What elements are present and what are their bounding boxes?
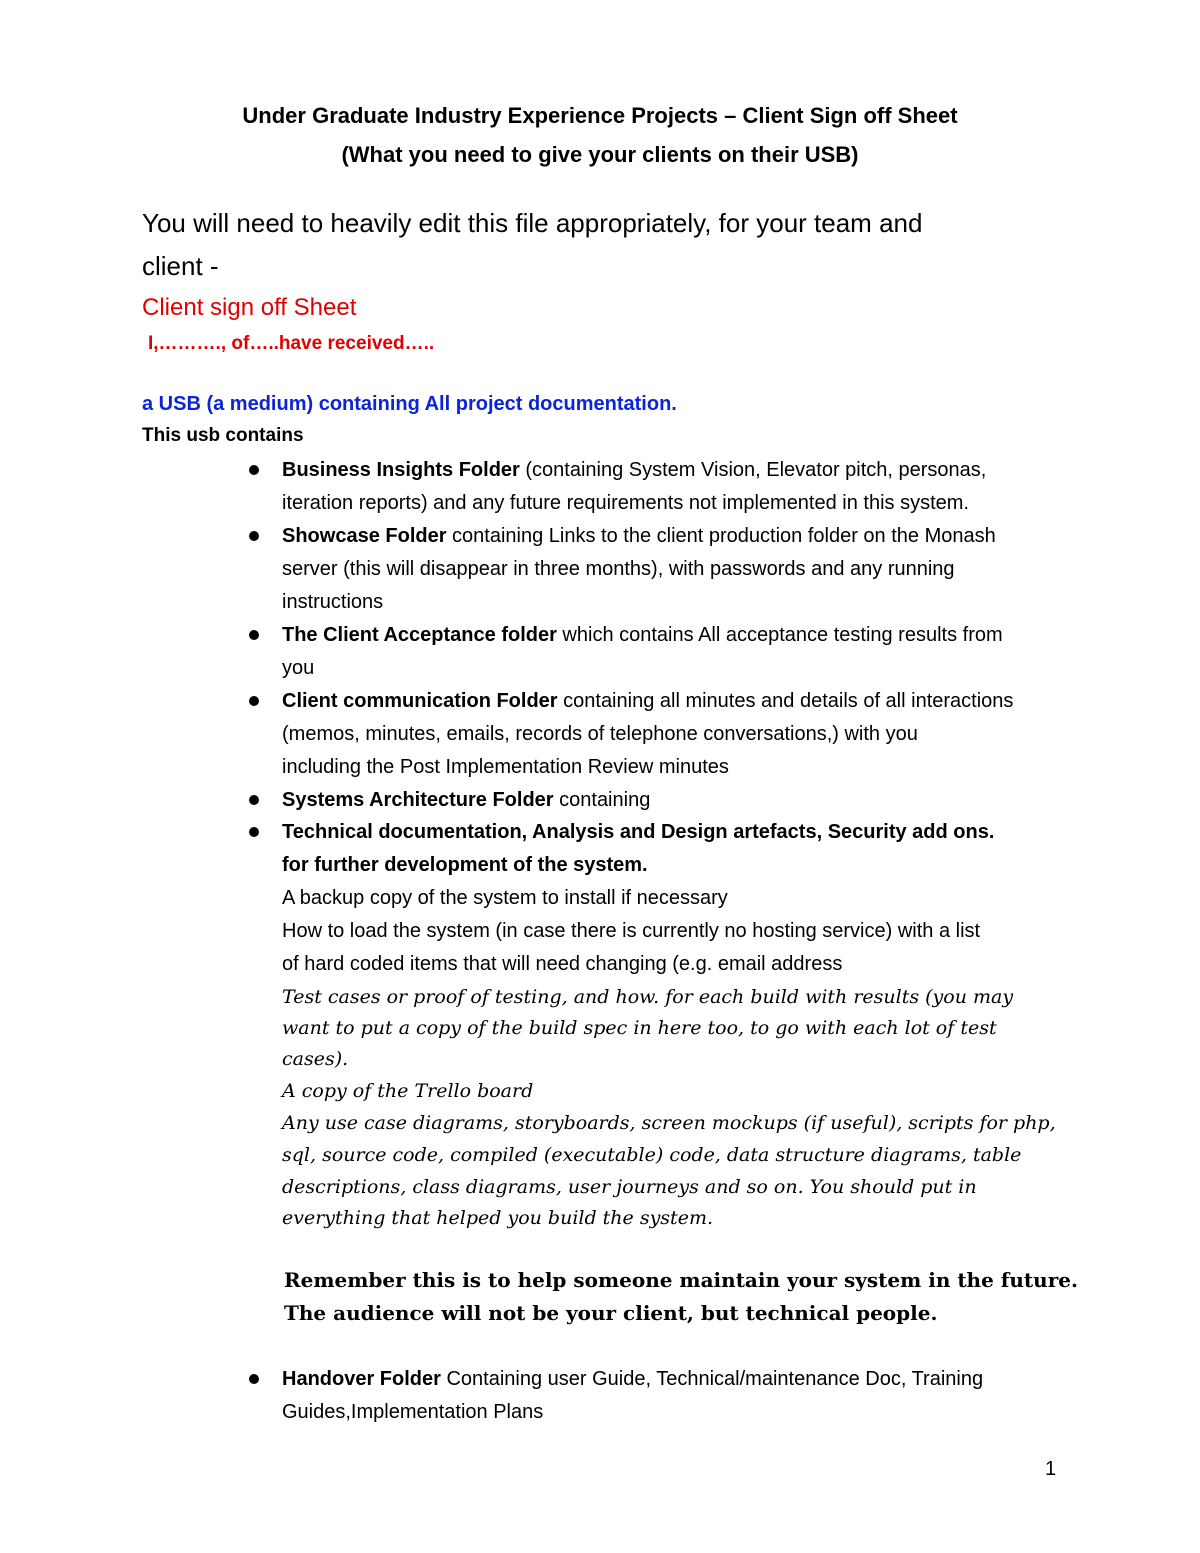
bullet-handover	[282, 1363, 983, 1396]
technical-line: of hard coded items that will need changing (e.g. email address	[282, 953, 843, 975]
bullet-continuation: (memos, minutes, emails, records of telephone conversations,) with you	[282, 723, 918, 745]
document-title: Under Graduate Industry Experience Projects – Client Sign off Sheet	[242, 103, 958, 128]
bullet-text: which contains All acceptance testing results from	[556, 624, 1003, 646]
technical-italic-line: want to put a copy of the build spec in here too, to go with each lot of test	[282, 1017, 997, 1039]
technical-italic-line: A copy of the Trello board	[282, 1080, 534, 1102]
bullet-icon	[249, 827, 259, 837]
remember-note-line-2: The audience will not be your client, but technical people.	[284, 1301, 938, 1325]
technical-purpose-line: for further development of the system.	[282, 854, 648, 876]
signoff-heading: Client sign off Sheet	[142, 294, 357, 321]
document-subtitle: (What you need to give your clients on their USB)	[341, 142, 859, 167]
usb-contains-label: This usb contains	[142, 425, 304, 446]
bullet-bold-label: Showcase Folder	[282, 525, 447, 547]
bullet-bold-label: Systems Architecture Folder	[282, 789, 554, 811]
bullet-text: Containing user Guide, Technical/maintenance Doc, Training	[440, 1368, 984, 1390]
technical-italic-line: Test cases or proof of testing, and how. for each build with results (you may	[282, 986, 1014, 1008]
bullet-icon	[249, 465, 259, 475]
bullet-text: containing all minutes and details of all interactions	[557, 690, 1014, 712]
bullet-icon	[249, 795, 259, 805]
technical-italic-line: everything that helped you build the system.	[282, 1207, 713, 1229]
bullet-continuation: iteration reports) and any future requirements not implemented in this system.	[282, 492, 969, 514]
remember-note-line-1: Remember this is to help someone maintain your system in the future.	[284, 1268, 1078, 1292]
bullet-business-insights	[282, 454, 986, 487]
bullet-icon	[249, 696, 259, 706]
bullet-text: (containing System Vision, Elevator pitch, personas,	[519, 459, 987, 481]
bullet-continuation: you	[282, 657, 315, 679]
bullet-continuation: Guides,Implementation Plans	[282, 1401, 544, 1423]
technical-italic-line: Any use case diagrams, storyboards, screen mockups (if useful), scripts for php,	[282, 1112, 1056, 1134]
bullet-showcase	[282, 520, 996, 553]
bullet-icon	[249, 630, 259, 640]
bullet-icon	[249, 531, 259, 541]
bullet-systems-architecture	[282, 784, 650, 817]
technical-line: A backup copy of the system to install if necessary	[282, 887, 728, 909]
intro-line-1: You will need to heavily edit this file appropriately, for your team and	[142, 208, 923, 238]
intro-line-2: client -	[142, 251, 219, 281]
bullet-text: containing	[553, 789, 651, 811]
bullet-bold-label: Business Insights Folder	[282, 459, 520, 481]
technical-italic-line: descriptions, class diagrams, user journeys and so on. You should put in	[282, 1176, 977, 1198]
bullet-continuation: including the Post Implementation Review minutes	[282, 756, 729, 778]
bullet-bold-label: Handover Folder	[282, 1368, 441, 1390]
technical-line: How to load the system (in case there is currently no hosting service) with a list	[282, 920, 981, 942]
bullet-client-acceptance	[282, 619, 1003, 652]
usb-line: a USB (a medium) containing All project documentation.	[142, 393, 677, 415]
bullet-bold-label: The Client Acceptance folder	[282, 624, 557, 646]
technical-italic-line: sql, source code, compiled (executable) code, data structure diagrams, table	[282, 1144, 1022, 1166]
bullet-technical-documentation: Technical documentation, Analysis and Design artefacts, Security add ons.	[282, 821, 995, 843]
bullet-client-communication	[282, 685, 1013, 718]
page-number: 1	[1045, 1458, 1057, 1480]
received-line: I,………., of…..have received…..	[148, 333, 435, 354]
bullet-icon	[249, 1374, 259, 1384]
technical-italic-line: cases).	[282, 1048, 349, 1070]
bullet-continuation: server (this will disappear in three months), with passwords and any running	[282, 558, 955, 580]
bullet-bold-label: Client communication Folder	[282, 690, 558, 712]
bullet-continuation: instructions	[282, 591, 384, 613]
bullet-text: containing Links to the client production folder on the Monash	[446, 525, 996, 547]
